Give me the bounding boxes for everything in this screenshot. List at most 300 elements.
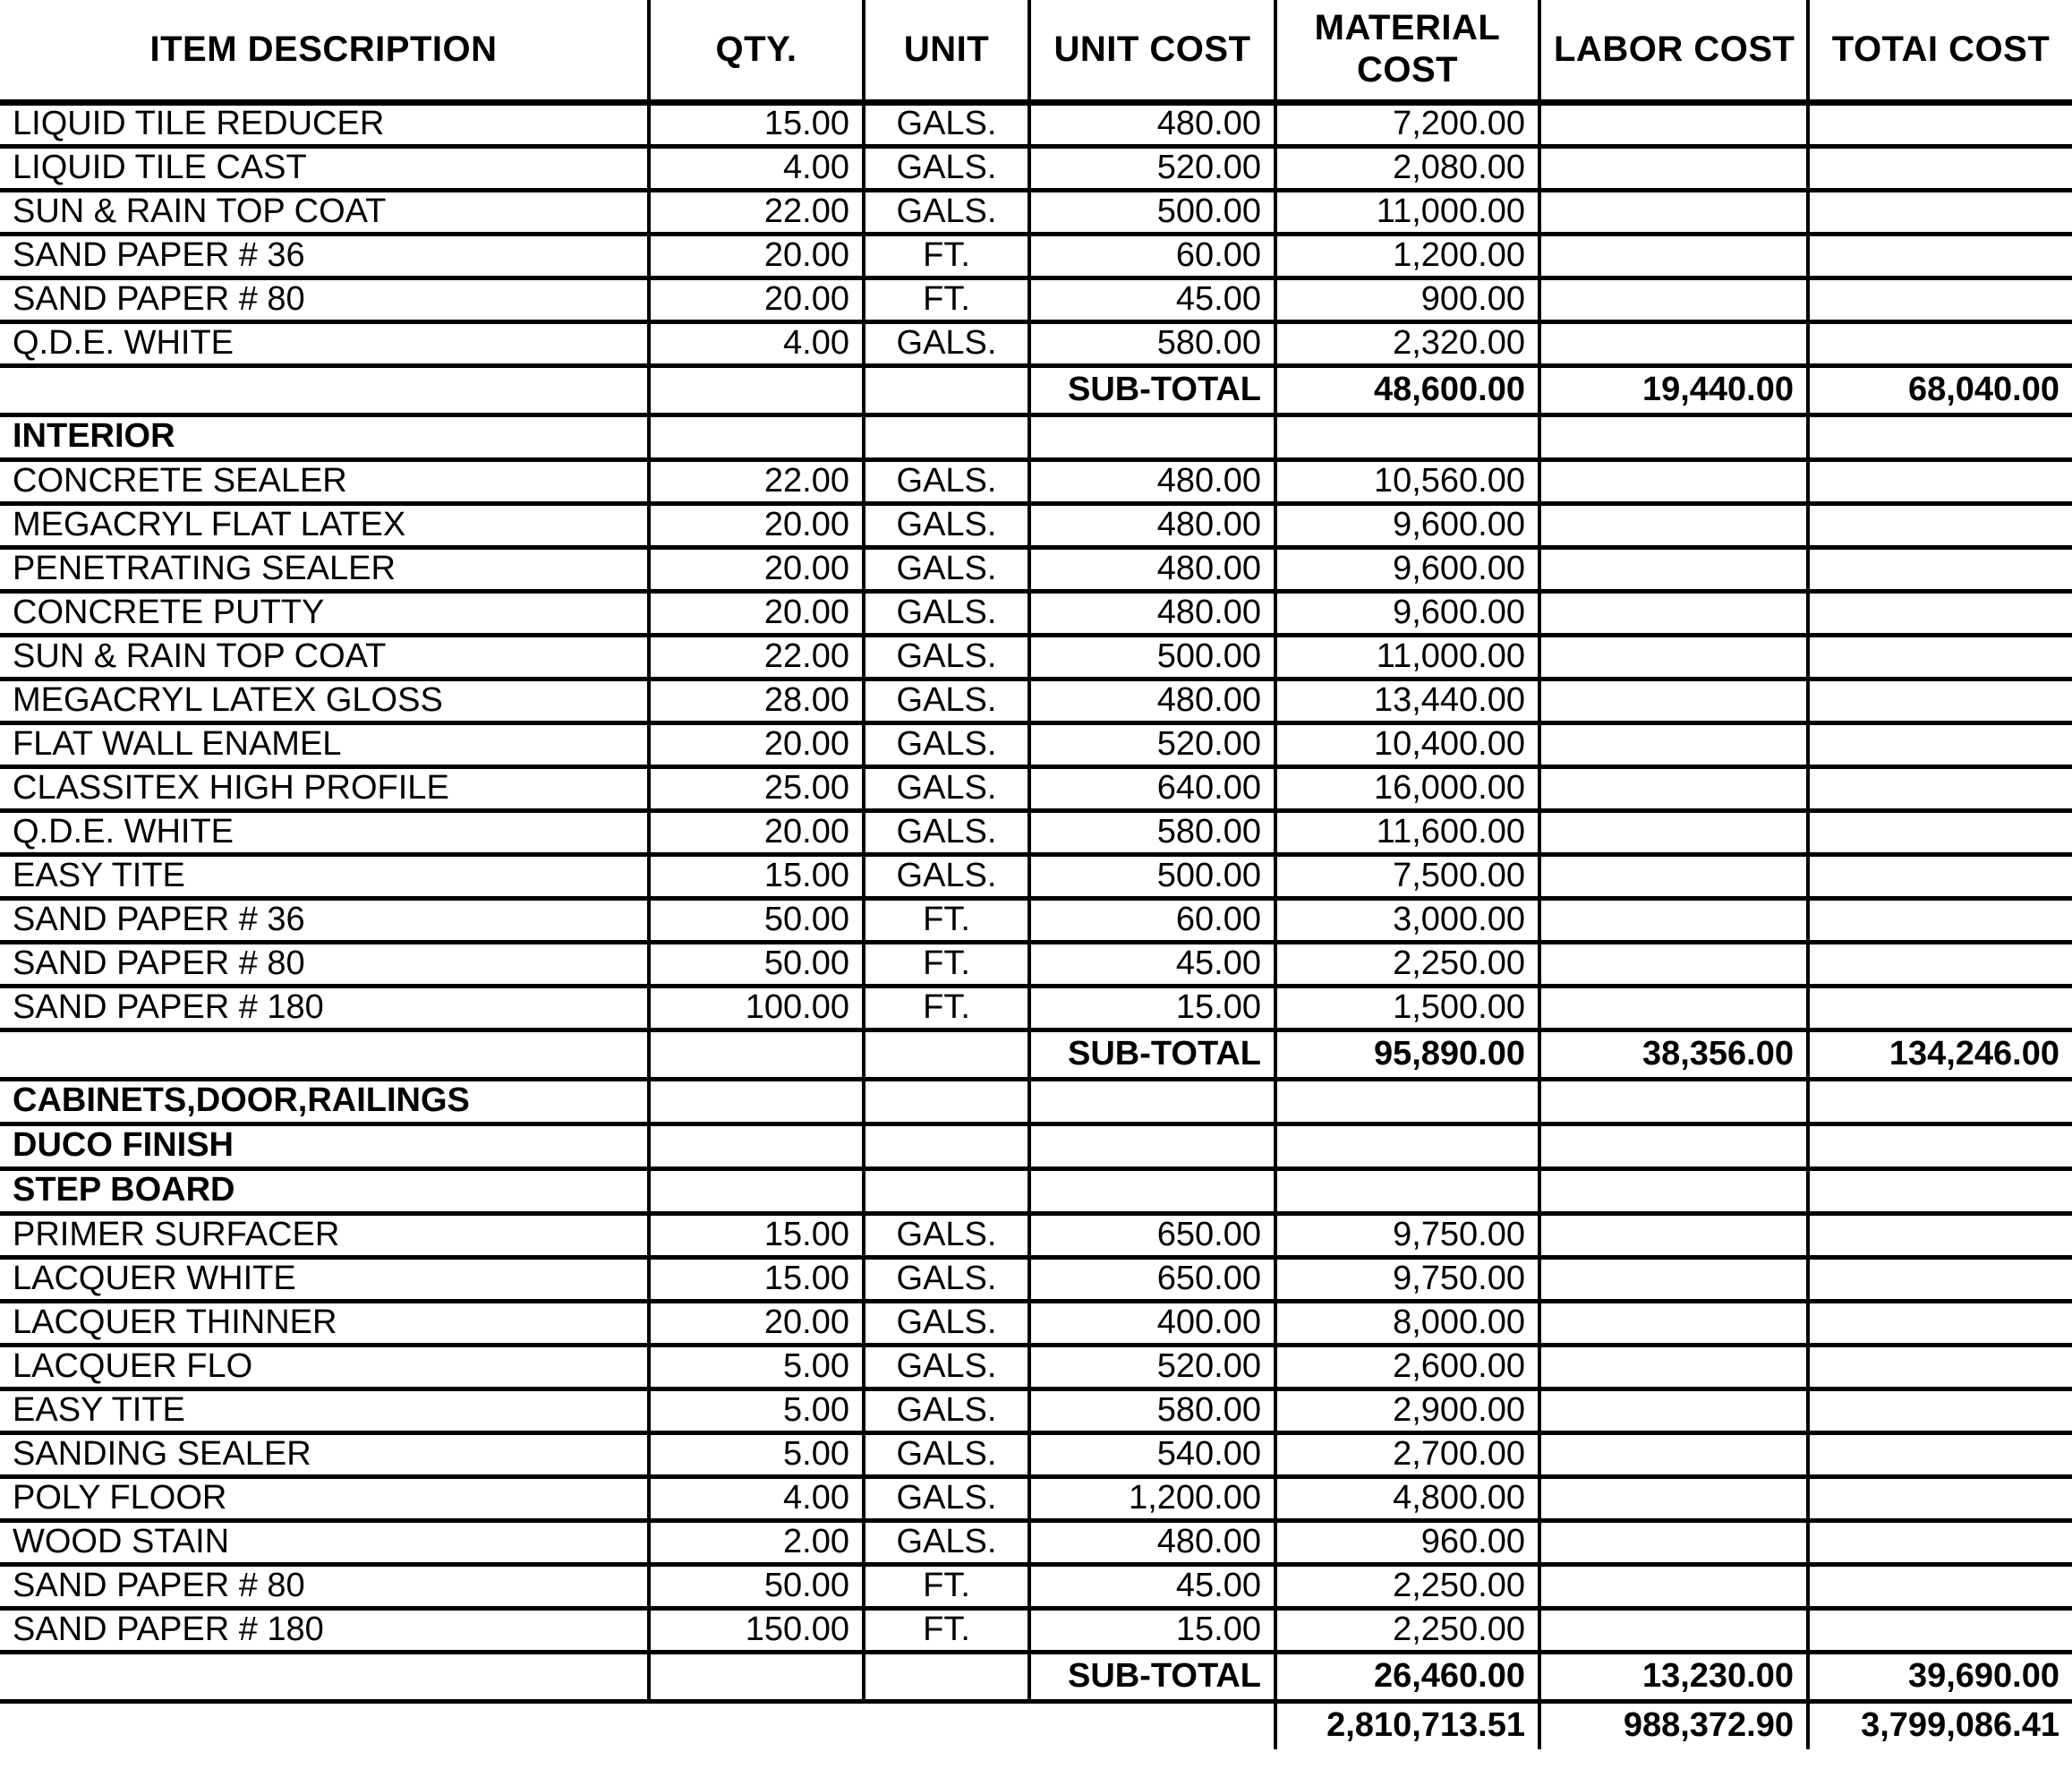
cell-total-cost bbox=[1808, 942, 2072, 986]
cell-unit-cost: 45.00 bbox=[1029, 942, 1275, 986]
cell-material-cost: 2,320.00 bbox=[1275, 321, 1539, 365]
cell-total-cost bbox=[1808, 1257, 2072, 1301]
cell-labor-cost bbox=[1539, 414, 1808, 459]
cell-labor-cost: 38,356.00 bbox=[1539, 1030, 1808, 1079]
cell-labor-cost bbox=[1539, 1432, 1808, 1476]
cell-qty bbox=[649, 1168, 864, 1213]
cell-item-description: CLASSITEX HIGH PROFILE bbox=[0, 766, 649, 810]
cell-labor-cost bbox=[1539, 898, 1808, 942]
cell-unit-cost: 520.00 bbox=[1029, 146, 1275, 190]
cell-material-cost bbox=[1275, 1079, 1539, 1124]
cell-item-description: POLY FLOOR bbox=[0, 1476, 649, 1520]
cell-material-cost: 2,250.00 bbox=[1275, 1564, 1539, 1608]
table-row bbox=[0, 854, 2072, 898]
cell-qty: 25.00 bbox=[649, 766, 864, 810]
cell-unit bbox=[864, 1652, 1029, 1701]
column-header-unit-cost: UNIT COST bbox=[1029, 0, 1275, 102]
cell-item-description: PRIMER SURFACER bbox=[0, 1213, 649, 1257]
section-header-row bbox=[0, 414, 2072, 459]
cell-labor-cost bbox=[1539, 503, 1808, 547]
cell-qty: 20.00 bbox=[649, 503, 864, 547]
cell-item-description: SAND PAPER # 80 bbox=[0, 942, 649, 986]
cell-labor-cost bbox=[1539, 1345, 1808, 1389]
cell-qty bbox=[649, 1030, 864, 1079]
cell-labor-cost bbox=[1539, 1564, 1808, 1608]
cell-material-cost: 7,500.00 bbox=[1275, 854, 1539, 898]
cell-labor-cost bbox=[1539, 810, 1808, 854]
cell-qty: 20.00 bbox=[649, 278, 864, 321]
table-row bbox=[0, 1257, 2072, 1301]
cell-unit: FT. bbox=[864, 234, 1029, 278]
cell-qty: 20.00 bbox=[649, 1301, 864, 1345]
cell-material-cost: 2,900.00 bbox=[1275, 1389, 1539, 1432]
cell-material-cost: 7,200.00 bbox=[1275, 102, 1539, 146]
cell-total-cost bbox=[1808, 810, 2072, 854]
cell-qty: 4.00 bbox=[649, 146, 864, 190]
column-header-total-cost: TOTAI COST bbox=[1808, 0, 2072, 102]
table-row bbox=[0, 722, 2072, 766]
column-header-material-cost bbox=[1275, 0, 1539, 102]
cell-unit-cost: 580.00 bbox=[1029, 321, 1275, 365]
cell-unit-cost: 45.00 bbox=[1029, 278, 1275, 321]
cell-labor-cost bbox=[1539, 1389, 1808, 1432]
cell-unit: GALS. bbox=[864, 503, 1029, 547]
table-row bbox=[0, 459, 2072, 503]
cell-material-cost: 11,000.00 bbox=[1275, 190, 1539, 234]
cell-material-cost: 10,400.00 bbox=[1275, 722, 1539, 766]
cell-labor-cost: 19,440.00 bbox=[1539, 365, 1808, 414]
cell-unit-cost: 500.00 bbox=[1029, 190, 1275, 234]
cell-total-cost bbox=[1808, 102, 2072, 146]
cell-unit: GALS. bbox=[864, 810, 1029, 854]
cell-qty: 5.00 bbox=[649, 1432, 864, 1476]
cell-labor-cost bbox=[1539, 722, 1808, 766]
cell-item-description bbox=[0, 365, 649, 414]
cell-unit bbox=[864, 1124, 1029, 1168]
cell-item-description: LACQUER WHITE bbox=[0, 1257, 649, 1301]
cell-unit-cost: 480.00 bbox=[1029, 679, 1275, 722]
cell-total-cost bbox=[1808, 278, 2072, 321]
cell-unit-cost: 45.00 bbox=[1029, 1564, 1275, 1608]
cell-total-cost bbox=[1808, 1476, 2072, 1520]
cell-total-cost bbox=[1808, 1168, 2072, 1213]
cell-unit-cost: 480.00 bbox=[1029, 1520, 1275, 1564]
cell-material-cost bbox=[1275, 414, 1539, 459]
cell-item-description: SUN & RAIN TOP COAT bbox=[0, 635, 649, 679]
cell-labor-cost bbox=[1539, 547, 1808, 591]
table-row bbox=[0, 766, 2072, 810]
subtotal-label: SUB-TOTAL bbox=[1029, 1652, 1275, 1701]
cell-qty: 20.00 bbox=[649, 234, 864, 278]
cell-item-description: SAND PAPER # 180 bbox=[0, 986, 649, 1030]
cell-qty: 20.00 bbox=[649, 591, 864, 635]
cell-total-cost bbox=[1808, 234, 2072, 278]
cell-unit-cost: 480.00 bbox=[1029, 459, 1275, 503]
subtotal-label: SUB-TOTAL bbox=[1029, 365, 1275, 414]
cell-item-description: LIQUID TILE REDUCER bbox=[0, 102, 649, 146]
cell-qty bbox=[649, 1652, 864, 1701]
cell-total-cost bbox=[1808, 986, 2072, 1030]
cell-unit: FT. bbox=[864, 278, 1029, 321]
header-row bbox=[0, 0, 2072, 102]
table-row bbox=[0, 942, 2072, 986]
cell-total-cost bbox=[1808, 1124, 2072, 1168]
cell-material-cost: 9,750.00 bbox=[1275, 1213, 1539, 1257]
cell-unit bbox=[864, 1030, 1029, 1079]
cell-material-cost: 1,500.00 bbox=[1275, 986, 1539, 1030]
cell-unit: GALS. bbox=[864, 1389, 1029, 1432]
grand-total-total-cost: 3,799,086.41 bbox=[1808, 1701, 2072, 1749]
cell-unit: GALS. bbox=[864, 547, 1029, 591]
cell-unit: GALS. bbox=[864, 146, 1029, 190]
cell-material-cost: 95,890.00 bbox=[1275, 1030, 1539, 1079]
table-row bbox=[0, 810, 2072, 854]
cell-item-description: SAND PAPER # 80 bbox=[0, 278, 649, 321]
cell-labor-cost bbox=[1539, 942, 1808, 986]
column-header-qty: QTY. bbox=[649, 0, 864, 102]
cell-item-description bbox=[0, 1652, 649, 1701]
cell-material-cost: 48,600.00 bbox=[1275, 365, 1539, 414]
cell-unit-cost: 1,200.00 bbox=[1029, 1476, 1275, 1520]
table-row bbox=[0, 986, 2072, 1030]
cell-unit: FT. bbox=[864, 942, 1029, 986]
cell-total-cost bbox=[1808, 854, 2072, 898]
cell-unit-cost: 580.00 bbox=[1029, 810, 1275, 854]
grand-total-labor-cost: 988,372.90 bbox=[1539, 1701, 1808, 1749]
cell-labor-cost bbox=[1539, 321, 1808, 365]
cell-unit bbox=[864, 414, 1029, 459]
table-body bbox=[0, 102, 2072, 1749]
cell-qty: 50.00 bbox=[649, 898, 864, 942]
cell-qty bbox=[649, 365, 864, 414]
cell-labor-cost bbox=[1539, 591, 1808, 635]
cell-material-cost: 9,600.00 bbox=[1275, 503, 1539, 547]
cell-material-cost: 9,600.00 bbox=[1275, 591, 1539, 635]
section-label: STEP BOARD bbox=[0, 1168, 649, 1213]
cell-item-description bbox=[0, 1030, 649, 1079]
cell-item-description: CONCRETE SEALER bbox=[0, 459, 649, 503]
cell-material-cost: 2,250.00 bbox=[1275, 942, 1539, 986]
cell-qty: 50.00 bbox=[649, 942, 864, 986]
table-row bbox=[0, 1564, 2072, 1608]
cell-total-cost bbox=[1808, 766, 2072, 810]
cell-labor-cost bbox=[1539, 234, 1808, 278]
cell-total-cost bbox=[1808, 1608, 2072, 1652]
cell-total-cost bbox=[1808, 547, 2072, 591]
table-row bbox=[0, 1345, 2072, 1389]
cell-qty: 4.00 bbox=[649, 321, 864, 365]
table-row bbox=[0, 591, 2072, 635]
cell-material-cost bbox=[1275, 1168, 1539, 1213]
cell-unit-cost bbox=[1029, 1124, 1275, 1168]
cell-labor-cost bbox=[1539, 854, 1808, 898]
cell-item-description: Q.D.E. WHITE bbox=[0, 810, 649, 854]
cell-labor-cost bbox=[1539, 1079, 1808, 1124]
cell-unit-cost: 480.00 bbox=[1029, 591, 1275, 635]
cell-item-description: SAND PAPER # 36 bbox=[0, 898, 649, 942]
section-label: CABINETS,DOOR,RAILINGS bbox=[0, 1079, 649, 1124]
cell-unit-cost bbox=[1029, 414, 1275, 459]
cell-qty: 2.00 bbox=[649, 1520, 864, 1564]
cell-item-description: MEGACRYL FLAT LATEX bbox=[0, 503, 649, 547]
grand-total-spacer-description bbox=[0, 1701, 649, 1749]
cell-qty: 15.00 bbox=[649, 1213, 864, 1257]
cell-unit-cost: 60.00 bbox=[1029, 234, 1275, 278]
cell-qty: 100.00 bbox=[649, 986, 864, 1030]
cell-labor-cost bbox=[1539, 635, 1808, 679]
cell-unit-cost bbox=[1029, 1079, 1275, 1124]
cell-unit bbox=[864, 365, 1029, 414]
cell-total-cost bbox=[1808, 1432, 2072, 1476]
table-row bbox=[0, 635, 2072, 679]
cell-labor-cost bbox=[1539, 1257, 1808, 1301]
cell-material-cost: 10,560.00 bbox=[1275, 459, 1539, 503]
cell-item-description: CONCRETE PUTTY bbox=[0, 591, 649, 635]
subtotal-row bbox=[0, 1030, 2072, 1079]
cell-total-cost bbox=[1808, 1564, 2072, 1608]
table-row bbox=[0, 503, 2072, 547]
table-row bbox=[0, 278, 2072, 321]
section-label: INTERIOR bbox=[0, 414, 649, 459]
cell-total-cost bbox=[1808, 1213, 2072, 1257]
cell-unit-cost: 500.00 bbox=[1029, 854, 1275, 898]
cell-qty: 4.00 bbox=[649, 1476, 864, 1520]
section-header-row bbox=[0, 1079, 2072, 1124]
cell-material-cost: 3,000.00 bbox=[1275, 898, 1539, 942]
cell-qty: 5.00 bbox=[649, 1345, 864, 1389]
cell-unit-cost: 520.00 bbox=[1029, 1345, 1275, 1389]
cell-unit: GALS. bbox=[864, 635, 1029, 679]
cell-unit: FT. bbox=[864, 1564, 1029, 1608]
section-label: DUCO FINISH bbox=[0, 1124, 649, 1168]
cell-item-description: Q.D.E. WHITE bbox=[0, 321, 649, 365]
cell-unit: GALS. bbox=[864, 679, 1029, 722]
cell-labor-cost bbox=[1539, 1124, 1808, 1168]
cell-qty: 15.00 bbox=[649, 102, 864, 146]
cell-unit-cost: 650.00 bbox=[1029, 1213, 1275, 1257]
section-header-row bbox=[0, 1168, 2072, 1213]
cell-item-description: SAND PAPER # 180 bbox=[0, 1608, 649, 1652]
cell-item-description: MEGACRYL LATEX GLOSS bbox=[0, 679, 649, 722]
column-header-item-description: ITEM DESCRIPTION bbox=[0, 0, 649, 102]
cell-qty: 150.00 bbox=[649, 1608, 864, 1652]
cell-labor-cost bbox=[1539, 1213, 1808, 1257]
cell-labor-cost bbox=[1539, 1520, 1808, 1564]
cell-qty bbox=[649, 1124, 864, 1168]
cell-unit: FT. bbox=[864, 986, 1029, 1030]
cell-total-cost: 134,246.00 bbox=[1808, 1030, 2072, 1079]
cell-item-description: SAND PAPER # 36 bbox=[0, 234, 649, 278]
cell-total-cost bbox=[1808, 591, 2072, 635]
table-row bbox=[0, 1520, 2072, 1564]
cell-unit: GALS. bbox=[864, 766, 1029, 810]
cell-unit-cost: 580.00 bbox=[1029, 1389, 1275, 1432]
cell-labor-cost bbox=[1539, 766, 1808, 810]
cell-total-cost bbox=[1808, 898, 2072, 942]
grand-total-spacer-unit bbox=[864, 1701, 1029, 1749]
cell-unit-cost: 520.00 bbox=[1029, 722, 1275, 766]
cell-unit bbox=[864, 1079, 1029, 1124]
cell-material-cost: 9,750.00 bbox=[1275, 1257, 1539, 1301]
cell-item-description: EASY TITE bbox=[0, 1389, 649, 1432]
cell-labor-cost bbox=[1539, 146, 1808, 190]
cell-labor-cost bbox=[1539, 102, 1808, 146]
table-row bbox=[0, 321, 2072, 365]
subtotal-row bbox=[0, 1652, 2072, 1701]
cell-unit: GALS. bbox=[864, 459, 1029, 503]
cell-material-cost: 2,250.00 bbox=[1275, 1608, 1539, 1652]
table-row bbox=[0, 679, 2072, 722]
cell-labor-cost bbox=[1539, 1476, 1808, 1520]
cell-unit: GALS. bbox=[864, 321, 1029, 365]
table-row bbox=[0, 1476, 2072, 1520]
cell-unit-cost: 480.00 bbox=[1029, 102, 1275, 146]
cell-material-cost: 960.00 bbox=[1275, 1520, 1539, 1564]
cell-unit-cost: 540.00 bbox=[1029, 1432, 1275, 1476]
cell-material-cost: 8,000.00 bbox=[1275, 1301, 1539, 1345]
cell-unit-cost: 60.00 bbox=[1029, 898, 1275, 942]
table-row bbox=[0, 102, 2072, 146]
cell-unit: GALS. bbox=[864, 1520, 1029, 1564]
cell-unit: GALS. bbox=[864, 1213, 1029, 1257]
cell-qty: 20.00 bbox=[649, 722, 864, 766]
cell-total-cost bbox=[1808, 1079, 2072, 1124]
cell-unit-cost: 500.00 bbox=[1029, 635, 1275, 679]
cell-unit: GALS. bbox=[864, 854, 1029, 898]
cell-unit-cost: 480.00 bbox=[1029, 547, 1275, 591]
cell-material-cost bbox=[1275, 1124, 1539, 1168]
table-row bbox=[0, 1389, 2072, 1432]
cell-unit: GALS. bbox=[864, 591, 1029, 635]
cell-total-cost bbox=[1808, 635, 2072, 679]
cell-total-cost bbox=[1808, 459, 2072, 503]
cell-unit: FT. bbox=[864, 898, 1029, 942]
cell-item-description: SANDING SEALER bbox=[0, 1432, 649, 1476]
cell-unit: GALS. bbox=[864, 1476, 1029, 1520]
cell-material-cost: 11,000.00 bbox=[1275, 635, 1539, 679]
cell-total-cost bbox=[1808, 1389, 2072, 1432]
cell-material-cost: 2,700.00 bbox=[1275, 1432, 1539, 1476]
cell-qty: 20.00 bbox=[649, 810, 864, 854]
cell-total-cost bbox=[1808, 679, 2072, 722]
cell-material-cost: 16,000.00 bbox=[1275, 766, 1539, 810]
grand-total-row bbox=[0, 1701, 2072, 1749]
table-row bbox=[0, 190, 2072, 234]
cell-total-cost: 39,690.00 bbox=[1808, 1652, 2072, 1701]
cell-material-cost: 26,460.00 bbox=[1275, 1652, 1539, 1701]
cell-unit-cost: 640.00 bbox=[1029, 766, 1275, 810]
cell-unit: GALS. bbox=[864, 1432, 1029, 1476]
cell-unit-cost: 650.00 bbox=[1029, 1257, 1275, 1301]
subtotal-row bbox=[0, 365, 2072, 414]
cell-labor-cost bbox=[1539, 986, 1808, 1030]
cell-unit-cost: 400.00 bbox=[1029, 1301, 1275, 1345]
cell-qty: 5.00 bbox=[649, 1389, 864, 1432]
cell-item-description: LIQUID TILE CAST bbox=[0, 146, 649, 190]
table-row bbox=[0, 234, 2072, 278]
grand-total-spacer-qty bbox=[649, 1701, 864, 1749]
table-row bbox=[0, 898, 2072, 942]
cell-qty: 20.00 bbox=[649, 547, 864, 591]
cell-item-description: WOOD STAIN bbox=[0, 1520, 649, 1564]
cell-material-cost: 1,200.00 bbox=[1275, 234, 1539, 278]
cell-labor-cost bbox=[1539, 1608, 1808, 1652]
cell-unit-cost: 15.00 bbox=[1029, 1608, 1275, 1652]
cell-total-cost bbox=[1808, 321, 2072, 365]
cell-qty: 22.00 bbox=[649, 459, 864, 503]
section-header-row bbox=[0, 1124, 2072, 1168]
table-row bbox=[0, 146, 2072, 190]
column-header-unit: UNIT bbox=[864, 0, 1029, 102]
cell-material-cost: 2,600.00 bbox=[1275, 1345, 1539, 1389]
cell-labor-cost: 13,230.00 bbox=[1539, 1652, 1808, 1701]
table-row bbox=[0, 1432, 2072, 1476]
cell-unit: FT. bbox=[864, 1608, 1029, 1652]
cell-item-description: PENETRATING SEALER bbox=[0, 547, 649, 591]
cell-labor-cost bbox=[1539, 679, 1808, 722]
cell-item-description: FLAT WALL ENAMEL bbox=[0, 722, 649, 766]
cell-qty: 50.00 bbox=[649, 1564, 864, 1608]
table-row bbox=[0, 547, 2072, 591]
cell-total-cost bbox=[1808, 1345, 2072, 1389]
cell-item-description: SAND PAPER # 80 bbox=[0, 1564, 649, 1608]
cell-item-description: LACQUER THINNER bbox=[0, 1301, 649, 1345]
cell-labor-cost bbox=[1539, 459, 1808, 503]
cell-unit-cost bbox=[1029, 1168, 1275, 1213]
cell-unit: GALS. bbox=[864, 102, 1029, 146]
cell-total-cost bbox=[1808, 414, 2072, 459]
cell-item-description: EASY TITE bbox=[0, 854, 649, 898]
cell-labor-cost bbox=[1539, 1301, 1808, 1345]
cell-total-cost bbox=[1808, 146, 2072, 190]
cell-material-cost: 2,080.00 bbox=[1275, 146, 1539, 190]
cell-material-cost: 9,600.00 bbox=[1275, 547, 1539, 591]
cell-material-cost: 4,800.00 bbox=[1275, 1476, 1539, 1520]
material-cost-line-2: COST bbox=[1356, 50, 1459, 90]
cell-material-cost: 13,440.00 bbox=[1275, 679, 1539, 722]
cell-total-cost bbox=[1808, 1301, 2072, 1345]
cell-qty: 22.00 bbox=[649, 635, 864, 679]
subtotal-label: SUB-TOTAL bbox=[1029, 1030, 1275, 1079]
cell-material-cost: 11,600.00 bbox=[1275, 810, 1539, 854]
grand-total-spacer-unit-cost bbox=[1029, 1701, 1275, 1749]
cell-item-description: SUN & RAIN TOP COAT bbox=[0, 190, 649, 234]
table-header bbox=[0, 0, 2072, 102]
cell-qty: 22.00 bbox=[649, 190, 864, 234]
material-cost-line-1: MATERIAL bbox=[1314, 8, 1501, 48]
cell-total-cost: 68,040.00 bbox=[1808, 365, 2072, 414]
cell-unit: GALS. bbox=[864, 1345, 1029, 1389]
cell-qty bbox=[649, 1079, 864, 1124]
cell-unit-cost: 480.00 bbox=[1029, 503, 1275, 547]
cell-unit: GALS. bbox=[864, 1257, 1029, 1301]
cell-unit: GALS. bbox=[864, 722, 1029, 766]
cell-labor-cost bbox=[1539, 278, 1808, 321]
table-row bbox=[0, 1301, 2072, 1345]
grand-total-material-cost: 2,810,713.51 bbox=[1275, 1701, 1539, 1749]
cell-qty: 15.00 bbox=[649, 1257, 864, 1301]
cell-qty: 15.00 bbox=[649, 854, 864, 898]
table-row bbox=[0, 1608, 2072, 1652]
cell-qty bbox=[649, 414, 864, 459]
table-row bbox=[0, 1213, 2072, 1257]
cell-total-cost bbox=[1808, 503, 2072, 547]
cell-unit: GALS. bbox=[864, 1301, 1029, 1345]
cell-unit: GALS. bbox=[864, 190, 1029, 234]
cell-labor-cost bbox=[1539, 1168, 1808, 1213]
cell-total-cost bbox=[1808, 1520, 2072, 1564]
cell-material-cost: 900.00 bbox=[1275, 278, 1539, 321]
